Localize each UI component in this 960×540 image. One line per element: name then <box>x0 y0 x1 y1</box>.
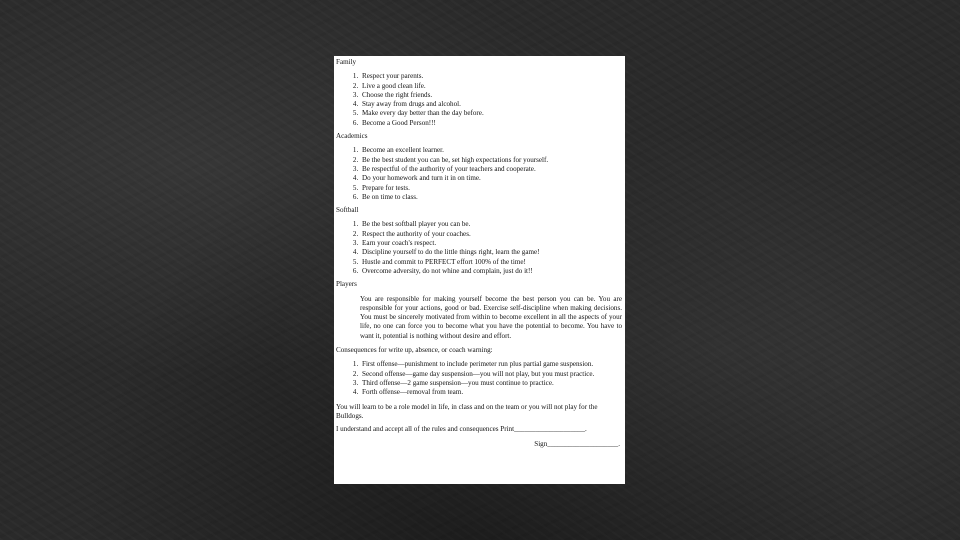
section-heading: Academics <box>336 132 368 141</box>
list-item: 1. Be the best softball player you can be. <box>360 220 622 229</box>
players-paragraph: You are responsible for making yourself become the best person you can be. You are responsible for your actions, good or bad. Exercise self-discipline when making decisions. You must be sincerely motivated from within to become excellent in all the aspects of your life, no one can force you to become what you have the potential to become. You have to want it, potential is nothing without desire and effort. <box>360 294 622 340</box>
list-item: 2. Respect the authority of your coaches. <box>360 230 622 239</box>
section-softball <box>336 206 622 276</box>
list-item: 3. Choose the right friends. <box>360 91 622 100</box>
list-item: 5. Hustle and commit to PERFECT effort 100% of the time! <box>360 258 622 267</box>
list-item: 1. Respect your parents. <box>360 72 622 81</box>
signature-line: Sign____________________. <box>534 440 620 449</box>
list-item: 5. Prepare for tests. <box>360 184 622 193</box>
list-item: 6. Become a Good Person!!! <box>360 119 622 128</box>
numbered-list <box>336 146 622 202</box>
list-item: 4. Stay away from drugs and alcohol. <box>360 100 622 109</box>
numbered-list <box>336 72 622 128</box>
list-item: 4. Discipline yourself to do the little things right, learn the game! <box>360 248 622 257</box>
list-item: 4. Forth offense—removal from team. <box>360 388 622 397</box>
list-item: 3. Third offense—2 game suspension—you must continue to practice. <box>360 379 622 388</box>
list-item: 1. First offense—punishment to include perimeter run plus partial game suspension. <box>360 360 622 369</box>
section-heading: Consequences for write up, absence, or coach warning: <box>336 346 493 355</box>
list-item: 3. Earn your coach's respect. <box>360 239 622 248</box>
section-players <box>336 280 622 341</box>
list-item: 6. Be on time to class. <box>360 193 622 202</box>
section-heading: Family <box>336 58 357 66</box>
section-consequences <box>336 346 622 397</box>
section-heading: Softball <box>336 206 359 215</box>
list-item: 2. Live a good clean life. <box>360 82 622 91</box>
document-page <box>334 56 625 484</box>
section-academics <box>336 132 622 202</box>
list-item: 2. Be the best student you can be, set high expectations for yourself. <box>360 156 622 165</box>
list-item: 6. Overcome adversity, do not whine and complain, just do it!! <box>360 267 622 276</box>
role-model-statement: You will learn to be a role model in life, in class and on the team or you will not play for the Bulldogs. <box>336 402 598 420</box>
section-family <box>336 58 622 128</box>
numbered-list <box>336 360 622 397</box>
acknowledgement-print-line: I understand and accept all of the rules and consequences Print____________________. <box>336 425 587 434</box>
list-item: 5. Make every day better than the day before. <box>360 109 622 118</box>
list-item: 2. Second offense—game day suspension—you will not play, but you must practice. <box>360 370 622 379</box>
list-item: 1. Become an excellent learner. <box>360 146 622 155</box>
list-item: 4. Do your homework and turn it in on time. <box>360 174 622 183</box>
section-heading: Players <box>336 280 357 289</box>
list-item: 3. Be respectful of the authority of your teachers and cooperate. <box>360 165 622 174</box>
numbered-list <box>336 220 622 276</box>
